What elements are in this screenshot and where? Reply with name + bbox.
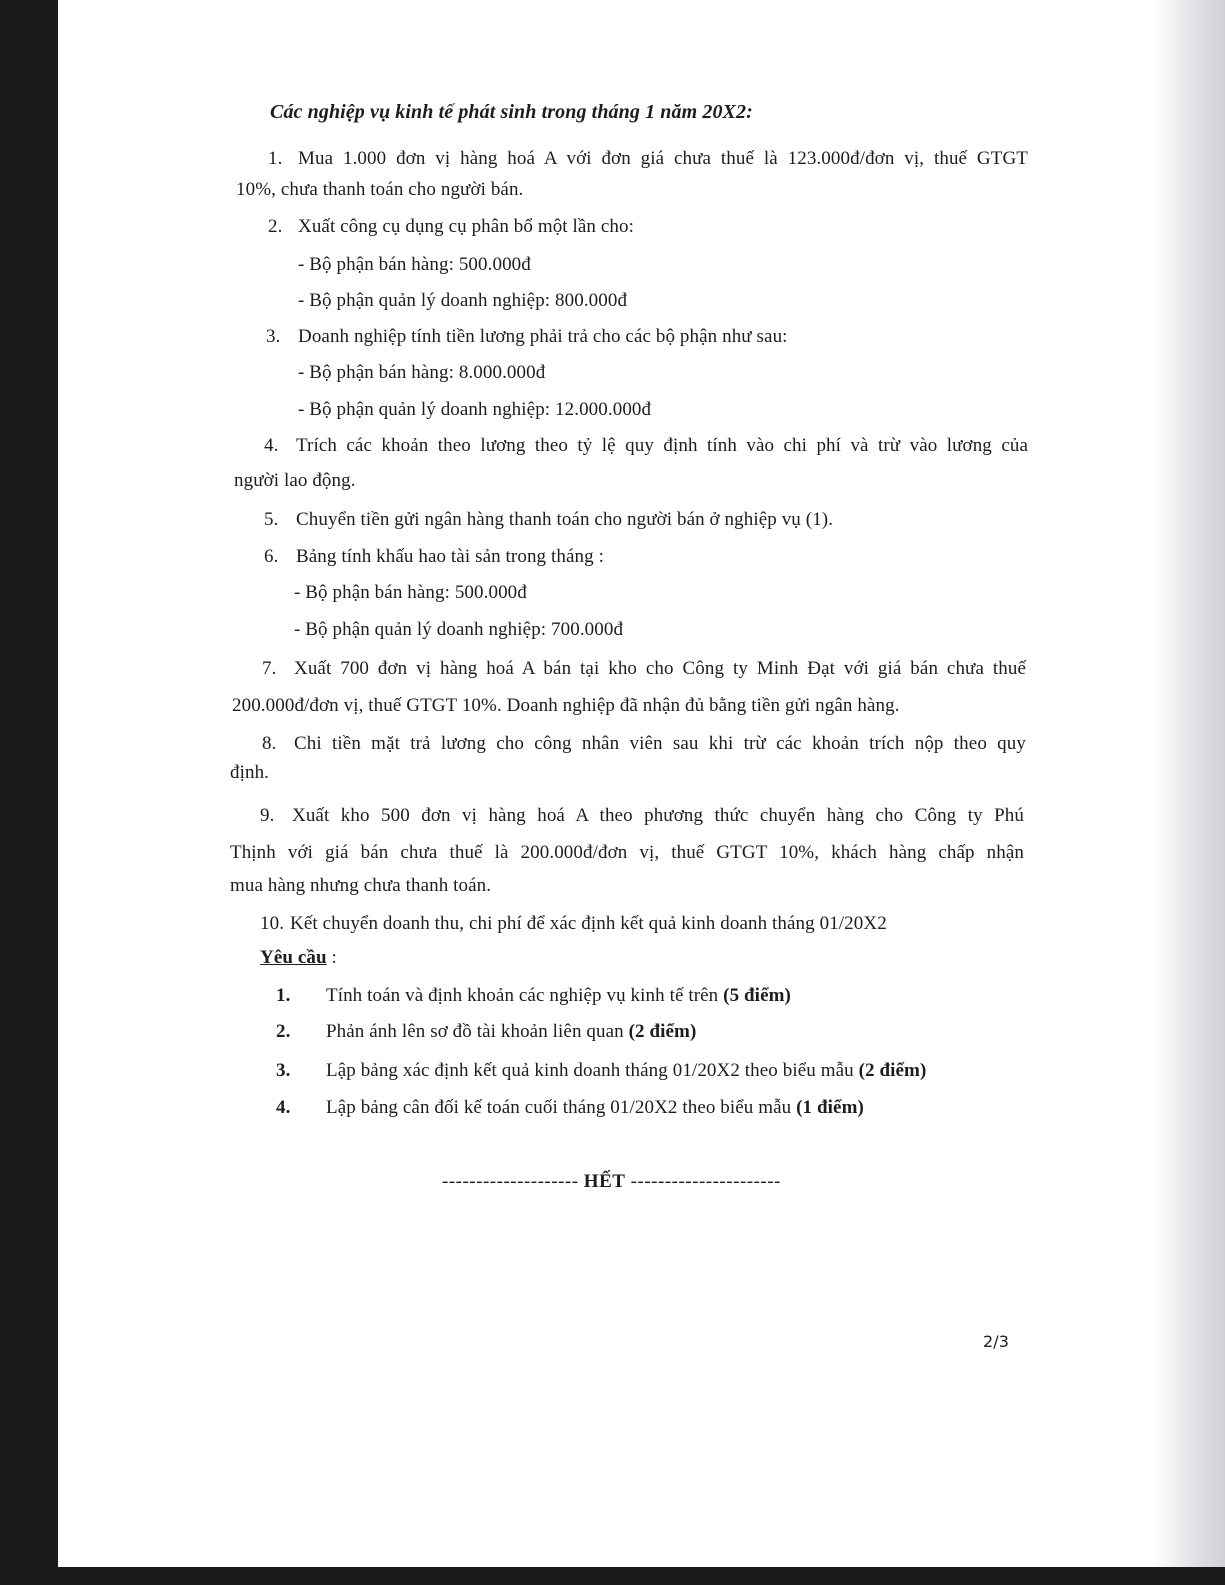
end-dashes-right: ---------------------- bbox=[630, 1171, 781, 1192]
end-word: HẾT bbox=[583, 1171, 626, 1192]
requirement-3-points: (2 điểm) bbox=[858, 1060, 927, 1081]
requirement-2-points: (2 điểm) bbox=[628, 1021, 697, 1042]
requirement-2-text: Phản ánh lên sơ đồ tài khoản liên quan bbox=[326, 1021, 629, 1042]
transaction-6-sub-2: - Bộ phận quản lý doanh nghiệp: 700.000đ bbox=[294, 619, 624, 640]
requirements-heading-label: Yêu cầu bbox=[260, 947, 327, 968]
end-mark bbox=[442, 1170, 781, 1194]
transaction-5-line1: Chuyển tiền gửi ngân hàng thanh toán cho người bán ở nghiệp vụ (1). bbox=[296, 509, 834, 530]
requirement-3-text: Lập bảng xác định kết quả kinh doanh tháng 01/20X2 theo biểu mẫu bbox=[326, 1060, 859, 1081]
requirements-heading-colon: : bbox=[326, 947, 337, 968]
transaction-10-number: 10. bbox=[260, 913, 285, 934]
transaction-9-line3: mua hàng nhưng chưa thanh toán. bbox=[230, 875, 492, 896]
transaction-2-sub-2: - Bộ phận quản lý doanh nghiệp: 800.000đ bbox=[298, 290, 628, 311]
requirement-4-text: Lập bảng cân đối kế toán cuối tháng 01/20X2 theo biểu mẫu bbox=[326, 1097, 797, 1118]
page-number: 2/3 bbox=[983, 1332, 1010, 1351]
transaction-2-line1: Xuất công cụ dụng cụ phân bổ một lần cho: bbox=[298, 216, 634, 237]
transaction-9-line1: Xuất kho 500 đơn vị hàng hoá A theo phương thức chuyển hàng cho Công ty Phú bbox=[292, 805, 1024, 826]
transaction-8-number: 8. bbox=[262, 733, 277, 754]
requirements-heading bbox=[260, 946, 337, 970]
scan-edge-right bbox=[1153, 0, 1225, 1585]
transaction-1-line2: 10%, chưa thanh toán cho người bán. bbox=[236, 179, 524, 200]
transaction-6-sub-1: - Bộ phận bán hàng: 500.000đ bbox=[294, 582, 527, 603]
transaction-5-number: 5. bbox=[264, 509, 279, 530]
transaction-2-number: 2. bbox=[268, 216, 283, 237]
requirement-1-points: (5 điểm) bbox=[723, 985, 791, 1006]
transaction-3-sub-2: - Bộ phận quản lý doanh nghiệp: 12.000.000đ bbox=[298, 399, 652, 420]
transaction-1-number: 1. bbox=[268, 148, 283, 169]
scan-edge-bottom bbox=[58, 1567, 1225, 1585]
requirement-2-number: 2. bbox=[276, 1021, 291, 1042]
requirement-1-number: 1. bbox=[276, 985, 291, 1006]
transaction-6-line1: Bảng tính khấu hao tài sản trong tháng : bbox=[296, 546, 604, 567]
transaction-4-line1: Trích các khoản theo lương theo tỷ lệ quy định tính vào chi phí và trừ vào lương của bbox=[296, 435, 1028, 456]
page-title: Các nghiệp vụ kinh tế phát sinh trong tháng 1 năm 20X2: bbox=[270, 101, 753, 123]
transaction-9-number: 9. bbox=[260, 805, 275, 826]
requirement-3-number: 3. bbox=[276, 1060, 291, 1081]
transaction-4-number: 4. bbox=[264, 435, 279, 456]
transaction-3-number: 3. bbox=[266, 326, 281, 347]
transaction-3-line1: Doanh nghiệp tính tiền lương phải trả cho các bộ phận như sau: bbox=[298, 326, 788, 347]
requirement-4-number: 4. bbox=[276, 1097, 291, 1118]
transaction-10-line1: Kết chuyển doanh thu, chi phí để xác định kết quả kinh doanh tháng 01/20X2 bbox=[290, 913, 887, 934]
transaction-7-number: 7. bbox=[262, 658, 277, 679]
transaction-7-line1: Xuất 700 đơn vị hàng hoá A bán tại kho cho Công ty Minh Đạt với giá bán chưa thuế bbox=[294, 658, 1026, 679]
transaction-2-sub-1: - Bộ phận bán hàng: 500.000đ bbox=[298, 254, 531, 275]
transaction-1-line1: Mua 1.000 đơn vị hàng hoá A với đơn giá chưa thuế là 123.000đ/đơn vị, thuế GTGT bbox=[298, 148, 1028, 169]
scan-edge-left bbox=[0, 0, 58, 1585]
end-dashes-left: -------------------- bbox=[442, 1171, 579, 1192]
requirement-1 bbox=[326, 984, 791, 1008]
document-page bbox=[58, 0, 1153, 1567]
requirement-1-text: Tính toán và định khoản các nghiệp vụ kinh tế trên bbox=[326, 985, 724, 1006]
transaction-6-number: 6. bbox=[264, 546, 279, 567]
requirement-2 bbox=[326, 1020, 696, 1044]
requirement-4 bbox=[326, 1096, 864, 1120]
transaction-8-line2: định. bbox=[230, 762, 270, 783]
requirement-4-points: (1 điểm) bbox=[796, 1097, 864, 1118]
transaction-7-line2: 200.000đ/đơn vị, thuế GTGT 10%. Doanh nghiệp đã nhận đủ bằng tiền gửi ngân hàng. bbox=[232, 695, 900, 716]
transaction-4-line2: người lao động. bbox=[234, 470, 356, 491]
requirement-3 bbox=[326, 1059, 926, 1083]
transaction-8-line1: Chi tiền mặt trả lương cho công nhân viên sau khi trừ các khoản trích nộp theo quy bbox=[294, 733, 1026, 754]
transaction-9-line2: Thịnh với giá bán chưa thuế là 200.000đ/đơn vị, thuế GTGT 10%, khách hàng chấp nhận bbox=[230, 842, 1024, 863]
transaction-3-sub-1: - Bộ phận bán hàng: 8.000.000đ bbox=[298, 362, 546, 383]
